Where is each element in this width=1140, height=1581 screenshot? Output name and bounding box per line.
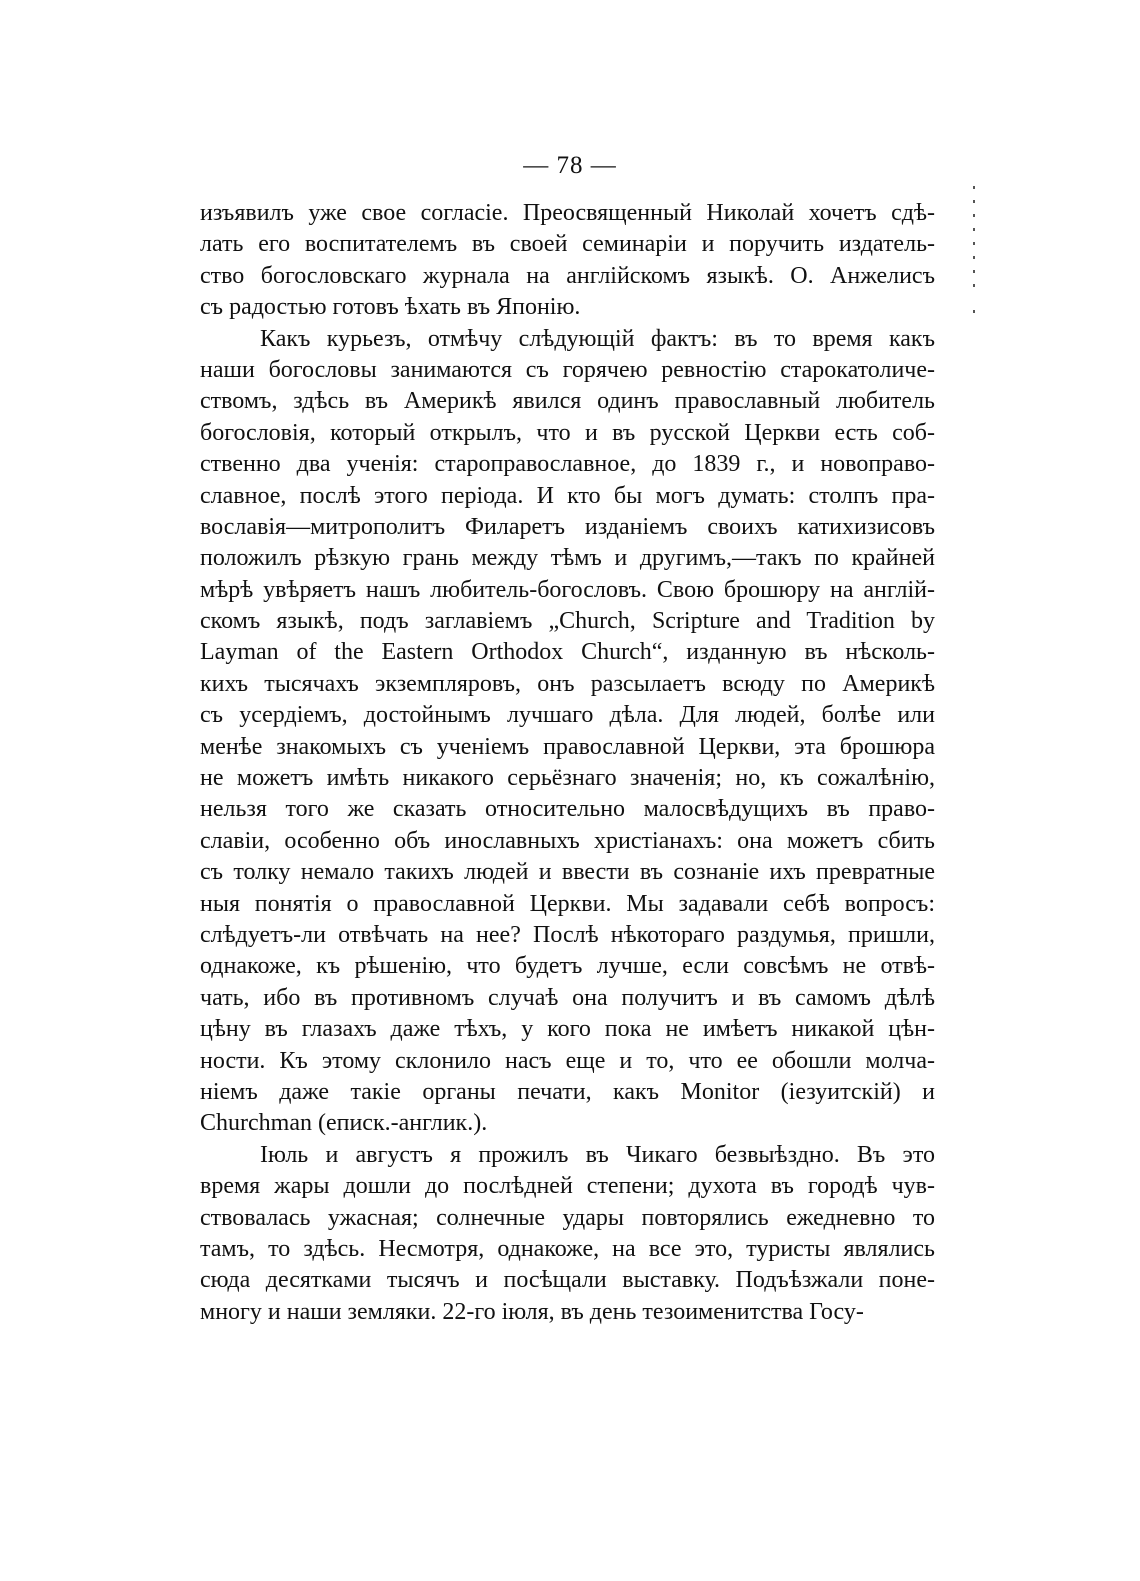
text-line: мѣрѣ увѣряетъ нашъ любитель-богословъ. Свою брошюру на англій- xyxy=(200,576,935,603)
text-line: наши богословы занимаются съ горячею ревностію старокатоличе- xyxy=(200,356,935,383)
text-line: лать его воспитателемъ въ своей семинаріи и поручить издатель- xyxy=(200,231,935,258)
text-line: съ усердіемъ, достойнымъ лучшаго дѣла. Для людей, болѣе или xyxy=(200,702,935,729)
text-line: скомъ языкѣ, подъ заглавіемъ „Church, Scripture and Tradition by xyxy=(200,608,935,635)
text-line: ности. Къ этому склонило насъ еще и то, что ее обошли молча- xyxy=(200,1047,935,1074)
text-line: цѣну въ глазахъ даже тѣхъ, у кого пока не имѣетъ никакой цѣн- xyxy=(200,1016,935,1043)
paragraph xyxy=(200,198,935,324)
text-line: чать, ибо въ противномъ случаѣ она получитъ и въ самомъ дѣлѣ xyxy=(200,984,935,1011)
text-line: Какъ курьезъ, отмѣчу слѣдующій фактъ: въ то время какъ xyxy=(260,325,935,352)
text-line: ніемъ даже такіе органы печати, какъ Monitor (іезуитскій) и xyxy=(200,1078,935,1105)
text-line: вославія—митрополитъ Филаретъ изданіемъ своихъ катихизисовъ xyxy=(200,513,935,540)
text-line: многу и наши земляки. 22-го іюля, въ день тезоименитства Госу- xyxy=(200,1298,864,1325)
text-line: ствомъ, здѣсь въ Америкѣ явился одинъ православный любитель xyxy=(200,388,935,415)
text-line: ствовалась ужасная; солнечные удары повторялись ежедневно то xyxy=(200,1204,935,1231)
text-line: время жары дошли до послѣдней степени; духота въ городѣ чув- xyxy=(200,1173,935,1200)
text-line: славіи, особенно объ инославныхъ христіанахъ: она можетъ сбить xyxy=(200,827,935,854)
text-line: ныя понятія о православной Церкви. Мы задавали себѣ вопросъ: xyxy=(200,890,935,917)
text-line: славное, послѣ этого періода. И кто бы могъ думать: столпъ пра- xyxy=(200,482,935,509)
text-line: ство богословскаго журнала на англійскомъ языкѣ. О. Анжелисъ xyxy=(200,262,935,289)
text-line: изъявилъ уже свое согласіе. Преосвященный Николай хочетъ сдѣ- xyxy=(200,200,935,226)
text-line: однакоже, къ рѣшенію, что будетъ лучше, если совсѣмъ не отвѣ- xyxy=(200,953,935,980)
text-line: Іюль и августъ я прожилъ въ Чикаго безвыѣздно. Въ это xyxy=(260,1141,935,1168)
paragraph xyxy=(200,324,935,1140)
paragraph xyxy=(200,1140,935,1328)
text-line: сюда десятками тысячъ и посѣщали выставку. Подъѣзжали поне- xyxy=(200,1267,935,1294)
body-text xyxy=(200,198,935,1328)
text-line: съ радостью готовъ ѣхать въ Японію. xyxy=(200,294,581,321)
text-line: кихъ тысячахъ экземпляровъ, онъ разсылаетъ всюду по Америкѣ xyxy=(200,670,935,697)
text-line: ственно два ученія: староправославное, до 1839 г., и новоправо- xyxy=(200,451,935,478)
text-line: менѣе знакомыхъ съ ученіемъ православной Церкви, эта брошюра xyxy=(200,733,935,760)
text-line: слѣдуетъ-ли отвѣчать на нее? Послѣ нѣкотораго раздумья, пришли, xyxy=(200,921,935,948)
text-line: тамъ, то здѣсь. Несмотря, однакоже, на все это, туристы являлись xyxy=(200,1235,935,1262)
page-number: — 78 — xyxy=(523,152,617,179)
margin-scan-marks xyxy=(968,186,982,316)
text-line: съ толку немало такихъ людей и ввести въ сознаніе ихъ превратные xyxy=(200,859,935,886)
text-line: нельзя того же сказать относительно малосвѣдущихъ въ право- xyxy=(200,796,935,823)
text-line: положилъ рѣзкую грань между тѣмъ и другимъ,—такъ по крайней xyxy=(200,545,935,572)
text-line: богословія, который открылъ, что и въ русской Церкви есть соб- xyxy=(200,419,935,446)
text-line: Churchman (еписк.-англик.). xyxy=(200,1110,488,1137)
text-line: не можетъ имѣть никакого серьёзнаго значенія; но, къ сожалѣнію, xyxy=(200,765,935,792)
text-line: Layman of the Eastern Orthodox Church“, изданную въ нѣсколь- xyxy=(200,639,935,666)
